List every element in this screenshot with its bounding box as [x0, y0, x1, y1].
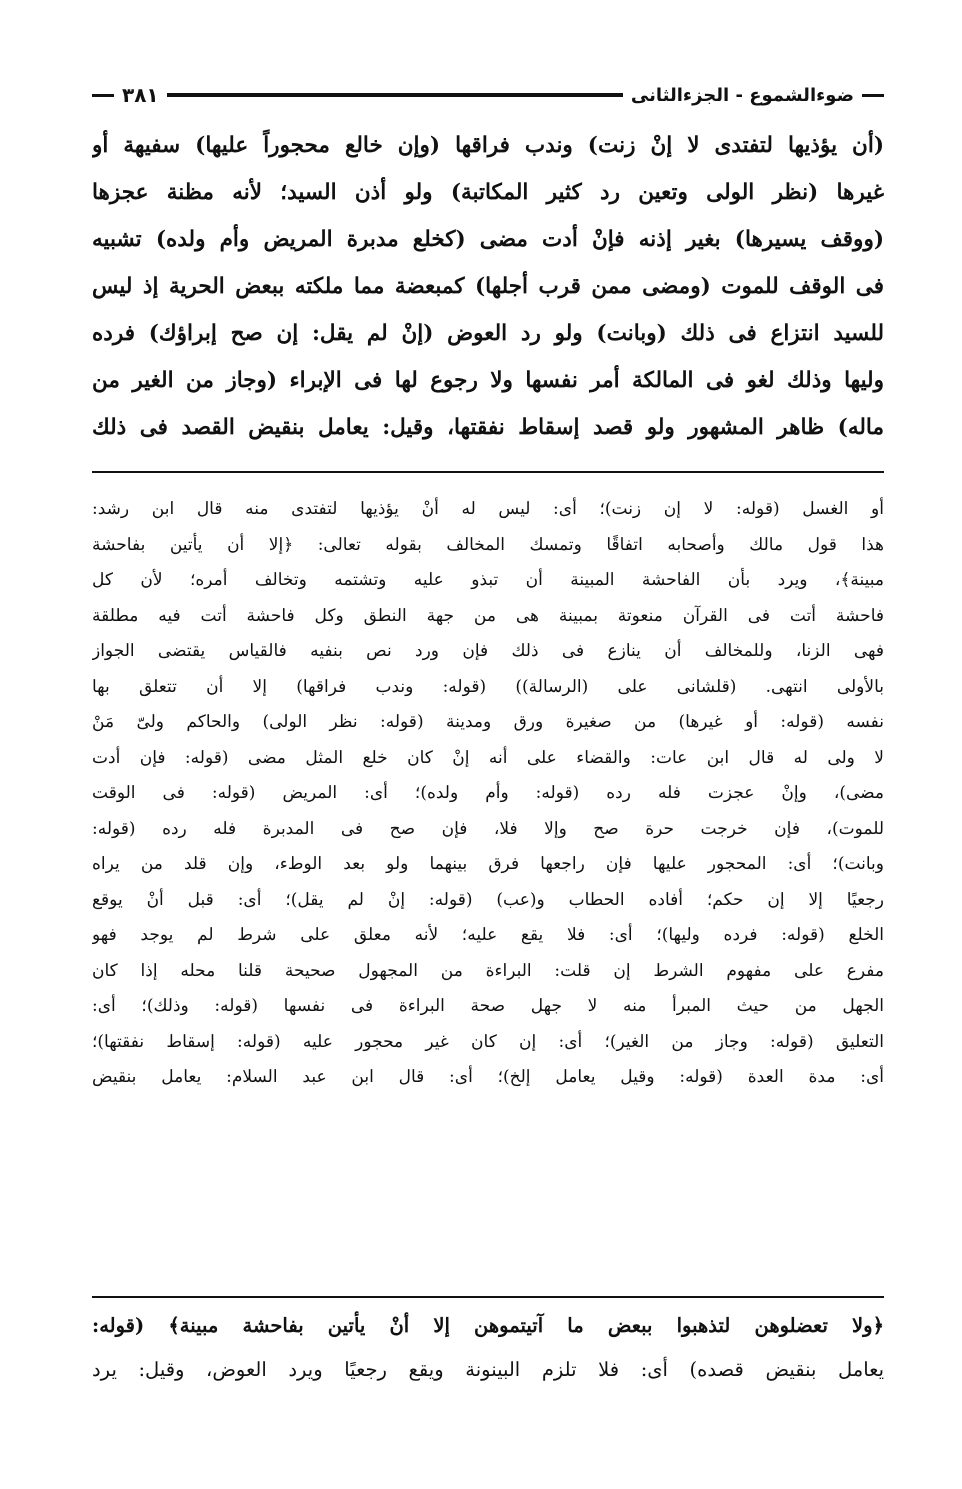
commentary-line: مبينة﴾، ويرد بأن الفاحشة المبينة أن تبذو عليه وتشتمه وتخالف أمره؛ لأن كل — [92, 570, 884, 590]
commentary-line: أو الغسل (قوله: لا إن زنت)؛ أى: ليس له أنْ يؤذيها لتفتدى منه قال ابن رشد: — [92, 499, 884, 519]
separator-rule-bottom — [92, 1296, 884, 1298]
commentary-line: الجهل من حيث المبرأ منه لا جهل صحة البراءة فى نفسها (قوله: وذلك)؛ أى: — [92, 996, 884, 1016]
commentary-line: وبانت)؛ أى: المحجور عليها فإن راجعها فرق بينهما ولو بعد الوطء، وإن قلد من يراه — [92, 854, 884, 874]
main-text-line: (أن يؤذيها لتفتدى لا إنْ زنت) وندب فراقها (وإن خالع محجوراً عليها) سفيهة أو — [92, 133, 884, 158]
commentary-line: الخلع (قوله: فرده وليها)؛ أى: فلا يقع عليه؛ لأنه معلق على شرط لم يوجد فهو — [92, 925, 884, 945]
continuation-line: ﴿ولا تعضلوهن لتذهبوا ببعض ما آتيتموهن إلا أنْ يأتين بفاحشة مبينة﴾ (قوله: — [92, 1314, 884, 1337]
header-dash-right — [862, 94, 884, 97]
commentary-line: نفسه (قوله: أو غيرها) من صغيرة ورق ومدينة (قوله: نظر الولى) والحاكم ولىّ مَنْ — [92, 712, 884, 732]
main-text-line: فى الوقف للموت (ومضى ممن قرب أجلها) كمبعضة مما ملكته ببعض الحرية إذ ليس — [92, 274, 884, 299]
commentary-line: التعليق (قوله: وجاز من الغير)؛ أى: إن كان غير محجور عليه (قوله: إسقاط نفقتها)؛ — [92, 1031, 884, 1052]
main-text-line: وليها وذلك لغو فى المالكة أمر نفسها ولا رجوع لها فى الإبراء (وجاز من الغير من — [92, 368, 884, 393]
main-text-line: ماله) ظاهر المشهور ولو قصد إسقاط نفقتها، وقيل: يعامل بنقيض القصد فى ذلك — [92, 415, 884, 440]
main-text-line: غيرها (نظر الولى وتعين رد كثير المكاتبة) ولو أذن السيد؛ لأنه مظنة عجزها — [92, 180, 884, 205]
page-number: ٣٨١ — [122, 83, 159, 107]
separator-rule-top — [92, 471, 884, 473]
commentary-line: فهى الزنا، وللمخالف أن ينازع فى ذلك فإن ورد نص بنفيه فالقياس يقتضى الجواز — [92, 641, 884, 661]
commentary-line: هذا قول مالك وأصحابه اتفاقًا وتمسك المخالف بقوله تعالى: ﴿إلا أن يأتين بفاحشة — [92, 534, 884, 555]
continuation-text — [92, 1304, 884, 1392]
commentary-line: رجعيًا إلا إن حكم؛ أفاده الحطاب و(عب) (قوله: إنْ لم يقل)؛ أى: قبل أنْ يوقع — [92, 889, 884, 910]
main-text-line: (ووقف يسيرها) بغير إذنه فإنْ أدت مضى (كخلع مدبرة المريض وأم ولده) تشبيه — [92, 227, 884, 252]
header-dash-left — [92, 94, 114, 97]
commentary-line: أى: مدة العدة (قوله: وقيل يعامل إلخ)؛ أى: قال ابن عبد السلام: يعامل بنقيض — [92, 1067, 884, 1087]
continuation-line: يعامل بنقيض قصده) أى: فلا تلزم البينونة ويقع رجعيًا ويرد العوض، وقيل: يرد — [92, 1358, 884, 1381]
commentary-line: بالأولى انتهى. (قلشانى على (الرسالة)) (قوله: وندب فراقها) إلا أن تتعلق بها — [92, 676, 884, 697]
main-text — [92, 122, 884, 451]
header-rule — [167, 93, 623, 97]
main-text-line: للسيد انتزاع فى ذلك (وبانت) ولو رد العوض (إنْ لم يقل: إن صح إبراؤك) فرده — [92, 321, 884, 346]
commentary-line: لا ولى له قال ابن عات: والقضاء على أنه إنْ كان خلع المثل مضى (قوله: فإن أدت — [92, 747, 884, 768]
commentary-line: مفرع على مفهوم الشرط إن قلت: البراءة من المجهول صحيحة قلنا محله إذا كان — [92, 960, 884, 981]
commentary-line: فاحشة أتت فى القرآن منعوتة بمبينة هى من جهة النطق وكل فاحشة أتت فيه مطلقة — [92, 605, 884, 626]
commentary-line: مضى)، وإنْ عجزت فله رده (قوله: وأم ولده)؛ أى: المريض (قوله: فى الوقت — [92, 783, 884, 803]
running-title: ضوءالشموع - الجزءالثانى — [630, 84, 854, 106]
running-header — [92, 80, 884, 110]
commentary-text — [92, 492, 884, 1096]
commentary-line: للموت)، فإن خرجت حرة صح وإلا فلا، فإن صح فى المدبرة فله رده (قوله: — [92, 818, 884, 839]
